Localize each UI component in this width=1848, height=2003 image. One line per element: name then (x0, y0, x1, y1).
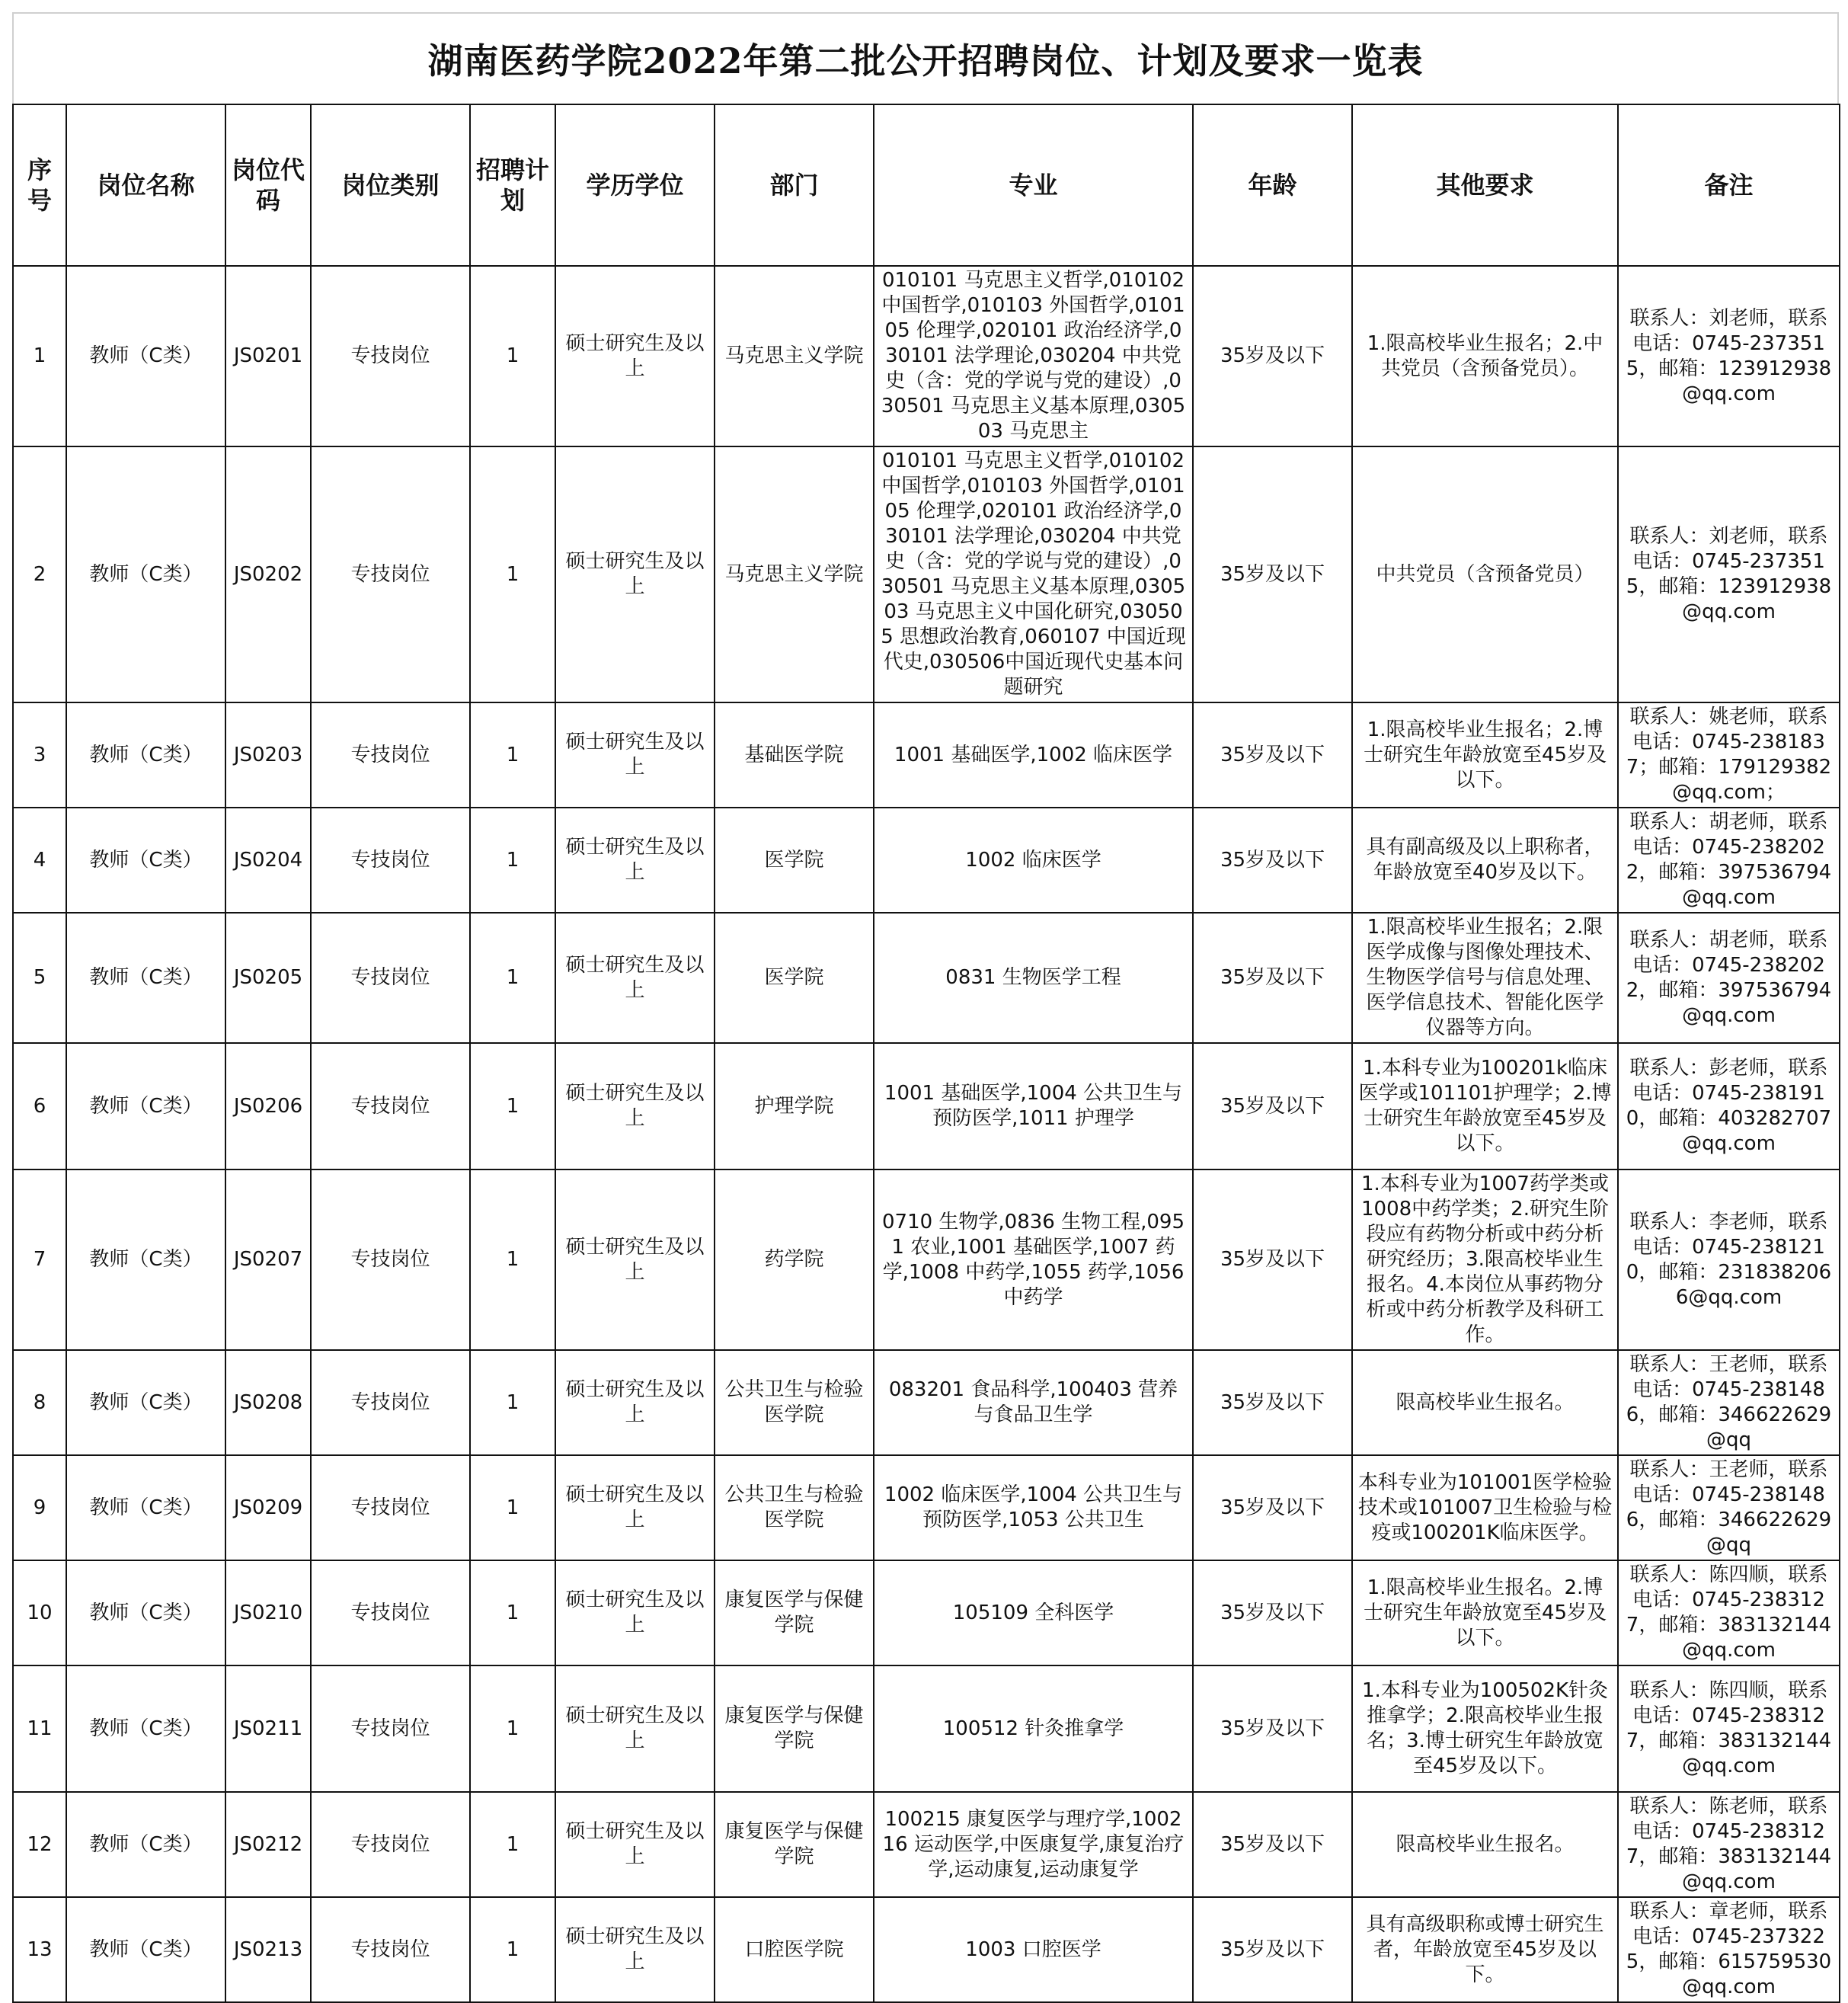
major-cell: 010101 马克思主义哲学,010102 中国哲学,010103 外国哲学,010105 伦理学,020101 政治经济学,030101 法学理论,030204 中共党史（含：党的学说与党的建设）,030501 马克思主义基本原理,030503 马克思主 (874, 266, 1193, 446)
major-cell: 0831 生物医学工程 (874, 913, 1193, 1043)
table-row (13, 1350, 1840, 1455)
remarks-cell: 联系人：陈四顺，联系电话：0745-2383127，邮箱：383132144@qq.com (1618, 1560, 1840, 1665)
spreadsheet (12, 12, 1839, 2003)
post-category-cell: 专技岗位 (311, 1350, 470, 1455)
remarks-cell: 联系人：陈四顺，联系电话：0745-2383127，邮箱：383132144@qq.com (1618, 1665, 1840, 1792)
degree-cell: 硕士研究生及以上 (555, 1560, 715, 1665)
degree-cell: 硕士研究生及以上 (555, 1792, 715, 1897)
post-name-cell: 教师（C类） (66, 1665, 225, 1792)
row-number-cell: 3 (13, 702, 66, 808)
row-number-cell: 5 (13, 913, 66, 1043)
degree-cell: 硕士研究生及以上 (555, 1665, 715, 1792)
post-name-cell: 教师（C类） (66, 266, 225, 446)
plan-count-cell: 1 (470, 1455, 555, 1560)
plan-count-cell: 1 (470, 1560, 555, 1665)
major-cell: 1001 基础医学,1004 公共卫生与预防医学,1011 护理学 (874, 1043, 1193, 1169)
table-row (13, 1665, 1840, 1792)
other-requirements-cell: 1.本科专业为100502K针灸推拿学；2.限高校毕业生报名；3.博士研究生年龄放宽至45岁及以下。 (1352, 1665, 1618, 1792)
post-name-cell: 教师（C类） (66, 1043, 225, 1169)
row-number-cell: 1 (13, 266, 66, 446)
department-cell: 公共卫生与检验医学院 (715, 1350, 874, 1455)
other-requirements-cell: 限高校毕业生报名。 (1352, 1350, 1618, 1455)
plan-count-cell: 1 (470, 1792, 555, 1897)
remarks-cell: 联系人：彭老师，联系电话：0745-2381910，邮箱：403282707@qq.com (1618, 1043, 1840, 1169)
degree-cell: 硕士研究生及以上 (555, 702, 715, 808)
remarks-cell: 联系人：姚老师，联系电话：0745-2381837；邮箱：179129382@qq.com； (1618, 702, 1840, 808)
header-cell: 岗位代码 (225, 104, 311, 266)
header-cell: 其他要求 (1352, 104, 1618, 266)
table-row (13, 913, 1840, 1043)
post-code-cell: JS0210 (225, 1560, 311, 1665)
post-name-cell: 教师（C类） (66, 1897, 225, 2002)
post-category-cell: 专技岗位 (311, 1792, 470, 1897)
post-name-cell: 教师（C类） (66, 1560, 225, 1665)
post-code-cell: JS0212 (225, 1792, 311, 1897)
other-requirements-cell: 1.限高校毕业生报名；2.博士研究生年龄放宽至45岁及以下。 (1352, 702, 1618, 808)
post-category-cell: 专技岗位 (311, 1665, 470, 1792)
post-name-cell: 教师（C类） (66, 1169, 225, 1350)
post-category-cell: 专技岗位 (311, 1169, 470, 1350)
major-cell: 1001 基础医学,1002 临床医学 (874, 702, 1193, 808)
other-requirements-cell: 具有副高级及以上职称者，年龄放宽至40岁及以下。 (1352, 808, 1618, 913)
department-cell: 康复医学与保健学院 (715, 1792, 874, 1897)
header-cell: 部门 (715, 104, 874, 266)
post-category-cell: 专技岗位 (311, 808, 470, 913)
age-cell: 35岁及以下 (1193, 1560, 1352, 1665)
remarks-cell: 联系人：刘老师，联系电话：0745-2373515，邮箱：123912938@qq.com (1618, 446, 1840, 702)
header-cell: 岗位类别 (311, 104, 470, 266)
post-name-cell: 教师（C类） (66, 702, 225, 808)
post-category-cell: 专技岗位 (311, 1043, 470, 1169)
plan-count-cell: 1 (470, 1897, 555, 2002)
row-number-cell: 8 (13, 1350, 66, 1455)
post-name-cell: 教师（C类） (66, 913, 225, 1043)
post-code-cell: JS0201 (225, 266, 311, 446)
major-cell: 100215 康复医学与理疗学,100216 运动医学,中医康复学,康复治疗学,运动康复,运动康复学 (874, 1792, 1193, 1897)
table-row (13, 1560, 1840, 1665)
post-category-cell: 专技岗位 (311, 702, 470, 808)
page-title: 湖南医药学院2022年第二批公开招聘岗位、计划及要求一览表 (427, 40, 1424, 82)
age-cell: 35岁及以下 (1193, 446, 1352, 702)
major-cell: 083201 食品科学,100403 营养与食品卫生学 (874, 1350, 1193, 1455)
plan-count-cell: 1 (470, 266, 555, 446)
table-body (13, 266, 1840, 2002)
degree-cell: 硕士研究生及以上 (555, 913, 715, 1043)
age-cell: 35岁及以下 (1193, 1455, 1352, 1560)
header-cell: 学历学位 (555, 104, 715, 266)
major-cell: 0710 生物学,0836 生物工程,0951 农业,1001 基础医学,1007 药学,1008 中药学,1055 药学,1056 中药学 (874, 1169, 1193, 1350)
remarks-cell: 联系人：刘老师，联系电话：0745-2373515，邮箱：123912938@qq.com (1618, 266, 1840, 446)
department-cell: 公共卫生与检验医学院 (715, 1455, 874, 1560)
header-row (13, 104, 1840, 266)
remarks-cell: 联系人：章老师，联系电话：0745-2373225，邮箱：615759530@qq.com (1618, 1897, 1840, 2002)
department-cell: 护理学院 (715, 1043, 874, 1169)
major-cell: 105109 全科医学 (874, 1560, 1193, 1665)
age-cell: 35岁及以下 (1193, 913, 1352, 1043)
row-number-cell: 2 (13, 446, 66, 702)
post-code-cell: JS0211 (225, 1665, 311, 1792)
plan-count-cell: 1 (470, 1169, 555, 1350)
age-cell: 35岁及以下 (1193, 1043, 1352, 1169)
post-code-cell: JS0208 (225, 1350, 311, 1455)
post-code-cell: JS0209 (225, 1455, 311, 1560)
degree-cell: 硕士研究生及以上 (555, 1169, 715, 1350)
title-row (12, 12, 1839, 104)
plan-count-cell: 1 (470, 1043, 555, 1169)
age-cell: 35岁及以下 (1193, 1792, 1352, 1897)
other-requirements-cell: 具有高级职称或博士研究生者，年龄放宽至45岁及以下。 (1352, 1897, 1618, 2002)
post-category-cell: 专技岗位 (311, 1455, 470, 1560)
major-cell: 010101 马克思主义哲学,010102 中国哲学,010103 外国哲学,010105 伦理学,020101 政治经济学,030101 法学理论,030204 中共党史（含：党的学说与党的建设）,030501 马克思主义基本原理,030503 马克思主义中国化研究,030505 思想政治教育,060107 中国近现代史,030506中国近现代史基本问题研究 (874, 446, 1193, 702)
post-category-cell: 专技岗位 (311, 1897, 470, 2002)
header-cell: 招聘计划 (470, 104, 555, 266)
department-cell: 口腔医学院 (715, 1897, 874, 2002)
remarks-cell: 联系人：李老师，联系电话：0745-2381210，邮箱：2318382066@qq.com (1618, 1169, 1840, 1350)
plan-count-cell: 1 (470, 1350, 555, 1455)
row-number-cell: 6 (13, 1043, 66, 1169)
post-name-cell: 教师（C类） (66, 446, 225, 702)
row-number-cell: 10 (13, 1560, 66, 1665)
remarks-cell: 联系人：胡老师，联系电话：0745-2382022，邮箱：397536794@qq.com (1618, 808, 1840, 913)
table-row (13, 702, 1840, 808)
degree-cell: 硕士研究生及以上 (555, 1043, 715, 1169)
department-cell: 康复医学与保健学院 (715, 1665, 874, 1792)
post-category-cell: 专技岗位 (311, 266, 470, 446)
other-requirements-cell: 1.本科专业为1007药学类或1008中药学类；2.研究生阶段应有药物分析或中药分析研究经历；3.限高校毕业生报名。4.本岗位从事药物分析或中药分析教学及科研工作。 (1352, 1169, 1618, 1350)
department-cell: 药学院 (715, 1169, 874, 1350)
post-code-cell: JS0204 (225, 808, 311, 913)
post-category-cell: 专技岗位 (311, 1560, 470, 1665)
age-cell: 35岁及以下 (1193, 808, 1352, 913)
department-cell: 医学院 (715, 808, 874, 913)
post-category-cell: 专技岗位 (311, 446, 470, 702)
table-row (13, 808, 1840, 913)
degree-cell: 硕士研究生及以上 (555, 1350, 715, 1455)
remarks-cell: 联系人：胡老师，联系电话：0745-2382022，邮箱：397536794@qq.com (1618, 913, 1840, 1043)
degree-cell: 硕士研究生及以上 (555, 266, 715, 446)
row-number-cell: 4 (13, 808, 66, 913)
table-row (13, 1043, 1840, 1169)
plan-count-cell: 1 (470, 446, 555, 702)
major-cell: 1003 口腔医学 (874, 1897, 1193, 2002)
other-requirements-cell: 中共党员（含预备党员） (1352, 446, 1618, 702)
other-requirements-cell: 限高校毕业生报名。 (1352, 1792, 1618, 1897)
other-requirements-cell: 1.本科专业为100201k临床医学或101101护理学；2.博士研究生年龄放宽至45岁及以下。 (1352, 1043, 1618, 1169)
header-cell: 年龄 (1193, 104, 1352, 266)
age-cell: 35岁及以下 (1193, 1665, 1352, 1792)
post-code-cell: JS0203 (225, 702, 311, 808)
department-cell: 医学院 (715, 913, 874, 1043)
header-cell: 岗位名称 (66, 104, 225, 266)
post-name-cell: 教师（C类） (66, 808, 225, 913)
plan-count-cell: 1 (470, 702, 555, 808)
post-name-cell: 教师（C类） (66, 1455, 225, 1560)
plan-count-cell: 1 (470, 1665, 555, 1792)
major-cell: 1002 临床医学,1004 公共卫生与预防医学,1053 公共卫生 (874, 1455, 1193, 1560)
age-cell: 35岁及以下 (1193, 702, 1352, 808)
post-name-cell: 教师（C类） (66, 1792, 225, 1897)
table-row (13, 1455, 1840, 1560)
table-row (13, 266, 1840, 446)
post-code-cell: JS0207 (225, 1169, 311, 1350)
age-cell: 35岁及以下 (1193, 1897, 1352, 2002)
post-code-cell: JS0206 (225, 1043, 311, 1169)
age-cell: 35岁及以下 (1193, 1350, 1352, 1455)
degree-cell: 硕士研究生及以上 (555, 1897, 715, 2002)
plan-count-cell: 1 (470, 808, 555, 913)
header-cell: 序号 (13, 104, 66, 266)
department-cell: 马克思主义学院 (715, 266, 874, 446)
remarks-cell: 联系人：王老师，联系电话：0745-2381486，邮箱：346622629@qq (1618, 1455, 1840, 1560)
other-requirements-cell: 本科专业为101001医学检验技术或101007卫生检验与检疫或100201K临床医学。 (1352, 1455, 1618, 1560)
post-code-cell: JS0213 (225, 1897, 311, 2002)
other-requirements-cell: 1.限高校毕业生报名。2.博士研究生年龄放宽至45岁及以下。 (1352, 1560, 1618, 1665)
post-category-cell: 专技岗位 (311, 913, 470, 1043)
post-code-cell: JS0205 (225, 913, 311, 1043)
table-row (13, 1897, 1840, 2002)
post-code-cell: JS0202 (225, 446, 311, 702)
other-requirements-cell: 1.限高校毕业生报名；2.中共党员（含预备党员）。 (1352, 266, 1618, 446)
row-number-cell: 12 (13, 1792, 66, 1897)
department-cell: 基础医学院 (715, 702, 874, 808)
degree-cell: 硕士研究生及以上 (555, 446, 715, 702)
table-row (13, 1169, 1840, 1350)
degree-cell: 硕士研究生及以上 (555, 808, 715, 913)
header-cell: 备注 (1618, 104, 1840, 266)
row-number-cell: 11 (13, 1665, 66, 1792)
table-row (13, 446, 1840, 702)
remarks-cell: 联系人：陈老师，联系电话：0745-2383127，邮箱：383132144@qq.com (1618, 1792, 1840, 1897)
post-name-cell: 教师（C类） (66, 1350, 225, 1455)
remarks-cell: 联系人：王老师，联系电话：0745-2381486，邮箱：346622629@qq (1618, 1350, 1840, 1455)
department-cell: 康复医学与保健学院 (715, 1560, 874, 1665)
row-number-cell: 9 (13, 1455, 66, 1560)
major-cell: 100512 针灸推拿学 (874, 1665, 1193, 1792)
row-number-cell: 7 (13, 1169, 66, 1350)
other-requirements-cell: 1.限高校毕业生报名；2.限医学成像与图像处理技术、生物医学信号与信息处理、医学信息技术、智能化医学仪器等方向。 (1352, 913, 1618, 1043)
department-cell: 马克思主义学院 (715, 446, 874, 702)
recruitment-table (12, 104, 1840, 2003)
age-cell: 35岁及以下 (1193, 266, 1352, 446)
row-number-cell: 13 (13, 1897, 66, 2002)
degree-cell: 硕士研究生及以上 (555, 1455, 715, 1560)
age-cell: 35岁及以下 (1193, 1169, 1352, 1350)
table-row (13, 1792, 1840, 1897)
major-cell: 1002 临床医学 (874, 808, 1193, 913)
header-cell: 专业 (874, 104, 1193, 266)
plan-count-cell: 1 (470, 913, 555, 1043)
